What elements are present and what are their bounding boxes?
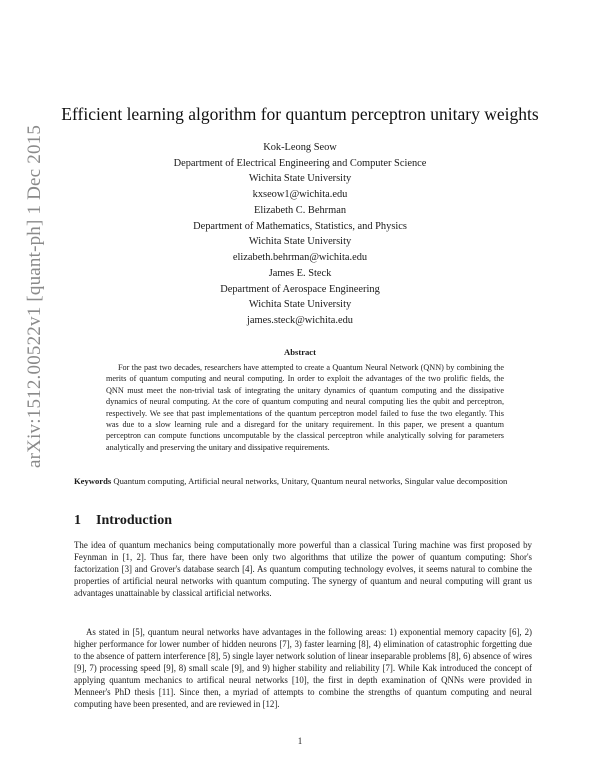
abstract-heading: Abstract [284, 347, 316, 357]
intro-paragraph-1: The idea of quantum mechanics being computationally more powerful than a classical Turing machine was first proposed by Feynman in [1, 2]. Thus far, there have been only two algorithms that utilize the power of quantum computing: Shor's factorization [3] and Grover's database search [4]. As quantum computing technology evolves, it seems natural to combine the properties of artificial neural networks with quantum computing. The synergy of quantum and neural computing will grant us advantages unattainable by classical artificial networks. [74, 540, 532, 598]
section-title: Introduction [96, 513, 172, 528]
keywords-label: Keywords [74, 476, 112, 486]
author-name: Elizabeth C. Behrman [253, 205, 347, 216]
author-email: kxseow1@wichita.edu [252, 188, 348, 200]
author-university: Wichita State University [248, 299, 352, 311]
arxiv-stamp-text: arXiv:1512.00522v1 [quant-ph] 1 Dec 2015 [24, 124, 45, 468]
author-email: james.steck@wichita.edu [247, 314, 353, 326]
author-block-3 [0, 266, 600, 328]
page-number: 1 [297, 736, 303, 746]
keywords [74, 476, 532, 488]
paper-title: Efficient learning algorithm for quantum perceptron unitary weights [61, 104, 539, 124]
author-department: Department of Electrical Engineering and Computer Science [173, 157, 427, 169]
author-department: Department of Mathematics, Statistics, and Physics [193, 220, 407, 232]
author-block-1 [0, 140, 600, 202]
author-name: James E. Steck [268, 268, 332, 279]
author-university: Wichita State University [248, 236, 352, 248]
author-block-2 [0, 203, 600, 265]
author-email: elizabeth.behrman@wichita.edu [232, 251, 368, 263]
intro-paragraph-2: As stated in [5], quantum neural networks have advantages in the following areas: 1) exponential memory capacity [6], 2) higher performance for lower number of hidden neurons [7], 3) faster learning [8], 4) elimination of catastrophic forgetting due to the absence of pattern interference [8], 5) single layer network solution of linear inseparable problems [8], 6) absence of wires [9], 7) processing speed [9], 8) small scale [9], and 9) higher stability and reliability [7]. While Kak introduced the concept of applying quantum mechanics to artifical neural networks [10], the first in depth examination of QNNs were provided in Menneer's PhD thesis [11]. Since then, a myriad of attempts to combine the strengths of quantum computing and neural computing have been presented, and are reviewed in [12]. [74, 627, 532, 709]
section-heading [74, 513, 172, 529]
section-number: 1 [74, 513, 81, 528]
abstract-text: For the past two decades, researchers have attempted to create a Quantum Neural Network (QNN) by combining the merits of quantum computing and neural computing. In order to exploit the advantages of the two prolific fields, the QNN must meet the non-trivial task of integrating the unitary dynamics of quantum computing and the dissipative dynamics of neural computing. At the core of quantum computing and neural computing lies the qubit and perceptron, respectively. We see that past implementations of the quantum perceptron model failed to fuse the two elegantly. This was due to a slow learning rule and a disregard for the unitary requirement. In this paper, we present a quantum perceptron can compute functions uncomputable by the classical perceptron while analytically solving for parameters analytically and preserving the unitary and dissipative requirements. [106, 363, 504, 452]
keywords-text: Quantum computing, Artificial neural networks, Unitary, Quantum neural networks, Singular value decomposition [113, 476, 508, 486]
author-name: Kok-Leong Seow [263, 142, 337, 153]
author-university: Wichita State University [248, 173, 352, 185]
author-department: Department of Aerospace Engineering [220, 283, 380, 295]
